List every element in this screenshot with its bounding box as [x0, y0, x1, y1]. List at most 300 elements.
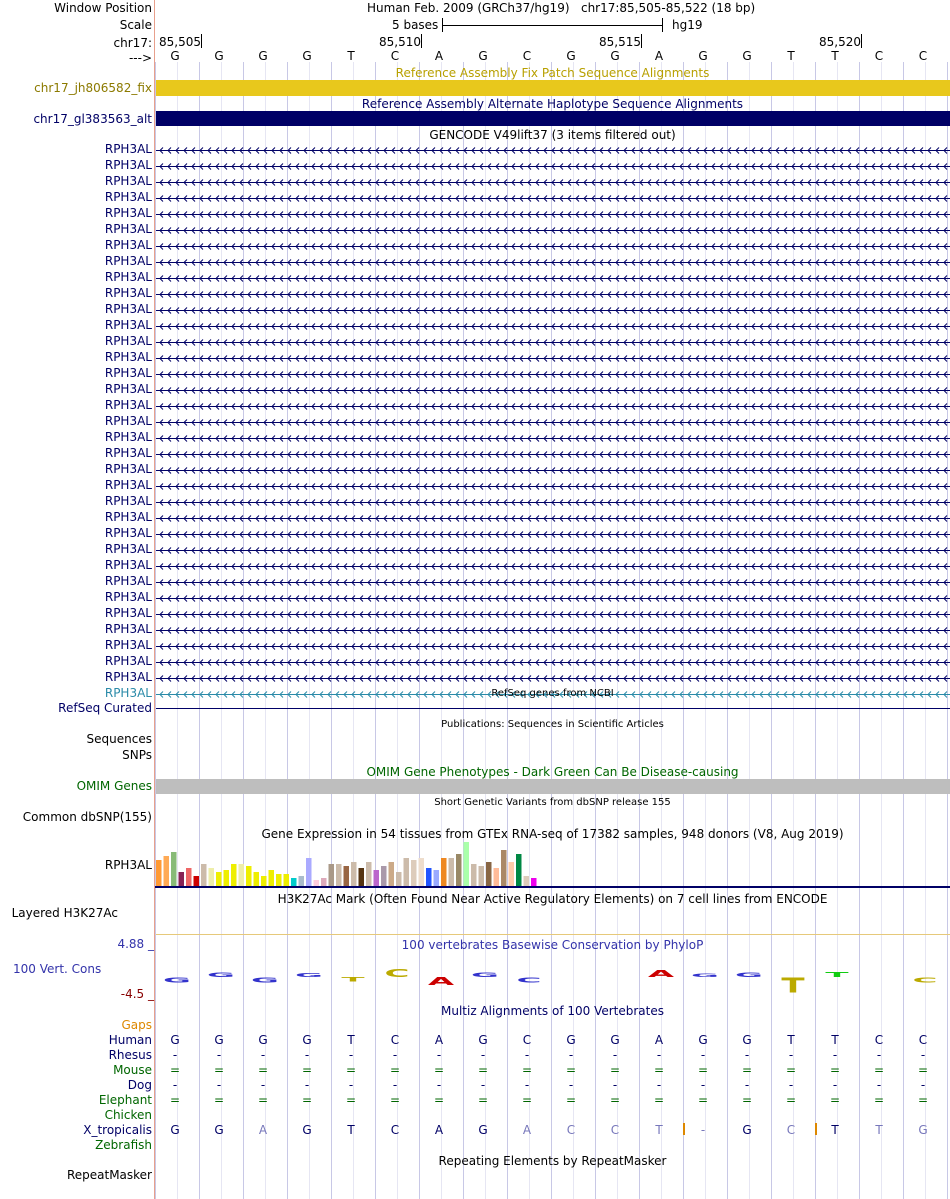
gtex-tissue-bar[interactable] [381, 866, 387, 886]
fix-patch-track-title[interactable]: Reference Assembly Fix Patch Sequence Alignments [395, 66, 710, 80]
gtex-tissue-bar[interactable] [194, 876, 200, 886]
gtex-tissue-bar[interactable] [291, 878, 297, 886]
multiz-base: G [742, 1123, 752, 1137]
scale-text: 5 bases [392, 18, 439, 32]
multiz-base: A [258, 1123, 268, 1137]
gencode-transcript-line[interactable] [156, 657, 950, 667]
gencode-transcript-label[interactable]: RPH3AL [104, 478, 152, 492]
multiz-base: = [741, 1093, 753, 1107]
reference-base: G [478, 49, 488, 63]
gtex-tissue-bar[interactable] [239, 864, 245, 886]
multiz-base: G [214, 1033, 224, 1047]
gencode-transcript-label[interactable]: RPH3AL [104, 526, 152, 540]
insertion-marker[interactable] [815, 1123, 817, 1135]
multiz-base: - [656, 1078, 662, 1092]
gencode-transcript-label[interactable]: RPH3AL [104, 590, 152, 604]
multiz-base: - [700, 1123, 706, 1137]
gencode-transcript-line[interactable] [156, 417, 950, 427]
omim-phenotype-bar[interactable] [156, 779, 950, 794]
conservation-max-label: 4.88 _ [117, 937, 154, 951]
conservation-logo-letter[interactable]: T [781, 973, 805, 995]
insertion-marker[interactable] [683, 1123, 685, 1135]
gencode-transcript-label[interactable]: RPH3AL [104, 158, 152, 172]
conservation-logo-letter[interactable]: T [825, 970, 849, 979]
gencode-transcript-line[interactable] [156, 577, 950, 587]
multiz-base: - [832, 1048, 838, 1062]
conservation-logo-letter[interactable]: G [691, 973, 719, 978]
multiz-base: - [480, 1048, 486, 1062]
multiz-base: = [917, 1093, 929, 1107]
gtex-tissue-bar[interactable] [411, 860, 417, 886]
gtex-tissue-bar[interactable] [524, 876, 530, 886]
conservation-logo-letter[interactable]: G [295, 972, 323, 979]
gencode-transcript-line[interactable] [156, 145, 950, 155]
chrom-label: chr17: [113, 36, 152, 50]
gtex-tissue-bar[interactable] [441, 858, 447, 886]
reference-base: A [654, 49, 664, 63]
publications-track-label-line2[interactable]: SNPs [122, 748, 152, 762]
gencode-transcript-line[interactable] [156, 593, 950, 603]
scale-bar [443, 25, 662, 26]
repeatmasker-track-title[interactable]: Repeating Elements by RepeatMasker [438, 1154, 667, 1168]
multiz-base: G [170, 1123, 180, 1137]
gencode-transcript-label[interactable]: RPH3AL [104, 398, 152, 412]
alt-haplotype-track-title[interactable]: Reference Assembly Alternate Haplotype Sequence Alignments [361, 97, 744, 111]
gtex-tissue-bar[interactable] [366, 862, 372, 886]
multiz-species-label[interactable]: Dog [127, 1078, 152, 1092]
gtex-tissue-bar[interactable] [426, 868, 432, 886]
multiz-base: = [389, 1063, 401, 1077]
gtex-tissue-bar[interactable] [254, 872, 260, 886]
conservation-logo-letter[interactable]: C [384, 967, 410, 980]
multiz-base: = [301, 1093, 313, 1107]
multiz-species-label[interactable]: Rhesus [108, 1048, 152, 1062]
multiz-base: A [654, 1033, 664, 1047]
gencode-transcript-line[interactable] [156, 225, 950, 235]
ruler-tick-mark [641, 34, 642, 48]
multiz-base: - [392, 1048, 398, 1062]
multiz-base: = [565, 1063, 577, 1077]
gtex-tissue-bar[interactable] [471, 864, 477, 886]
gencode-transcript-label[interactable]: RPH3AL [104, 462, 152, 476]
repeatmasker-track-label[interactable]: RepeatMasker [66, 1168, 152, 1182]
multiz-base: - [744, 1078, 750, 1092]
multiz-base: = [653, 1093, 665, 1107]
gtex-tissue-bar[interactable] [321, 878, 327, 886]
gencode-transcript-label[interactable]: RPH3AL [104, 638, 152, 652]
multiz-base: C [390, 1123, 400, 1137]
gencode-transcript-line[interactable] [156, 305, 950, 315]
gtex-tissue-bar[interactable] [171, 852, 177, 886]
multiz-base: - [348, 1048, 354, 1062]
gtex-tissue-bar[interactable] [464, 842, 470, 886]
gtex-tissue-bar[interactable] [374, 870, 380, 886]
dbsnp-track-title[interactable]: Short Genetic Variants from dbSNP release 155 [434, 797, 671, 808]
multiz-base: = [433, 1063, 445, 1077]
gencode-transcript-line[interactable] [156, 321, 950, 331]
multiz-base: - [876, 1048, 882, 1062]
gtex-tissue-bar[interactable] [501, 850, 507, 886]
multiz-base: = [345, 1093, 357, 1107]
multiz-base: G [170, 1033, 180, 1047]
gencode-transcript-line[interactable] [156, 497, 950, 507]
ruler-tick-mark [861, 34, 862, 48]
multiz-base: G [478, 1033, 488, 1047]
multiz-base: G [566, 1033, 576, 1047]
gtex-tissue-bar[interactable] [479, 866, 485, 886]
multiz-base: G [742, 1033, 752, 1047]
reference-base: G [566, 49, 576, 63]
gtex-tissue-bar[interactable] [494, 868, 500, 886]
multiz-base: G [918, 1123, 928, 1137]
multiz-base: = [785, 1093, 797, 1107]
multiz-base: - [788, 1048, 794, 1062]
gencode-track-title[interactable]: GENCODE V49lift37 (3 items filtered out) [429, 128, 676, 142]
gtex-tissue-bar[interactable] [314, 880, 320, 886]
multiz-base: T [875, 1123, 883, 1137]
reference-base: G [742, 49, 752, 63]
refseq-track-label[interactable]: RefSeq Curated [58, 701, 152, 715]
omim-track-label[interactable]: OMIM Genes [76, 779, 152, 793]
multiz-base: - [260, 1078, 266, 1092]
gencode-transcript-label[interactable]: RPH3AL [104, 542, 152, 556]
gtex-tissue-bar[interactable] [336, 864, 342, 886]
multiz-base: = [477, 1093, 489, 1107]
gencode-transcript-line[interactable] [156, 273, 950, 283]
conservation-logo-letter[interactable]: C [912, 975, 938, 985]
multiz-base: T [787, 1033, 795, 1047]
multiz-base: - [920, 1078, 926, 1092]
conservation-track-title[interactable]: 100 vertebrates Basewise Conservation by PhyloP [401, 938, 704, 952]
conservation-logo-letter[interactable]: G [163, 975, 191, 985]
gtex-tissue-bar[interactable] [179, 872, 185, 886]
multiz-track-title[interactable]: Multiz Alignments of 100 Vertebrates [440, 1004, 665, 1018]
multiz-base: G [302, 1123, 312, 1137]
gencode-transcript-line[interactable] [156, 177, 950, 187]
gtex-tissue-bar[interactable] [434, 870, 440, 886]
gencode-transcript-line[interactable] [156, 481, 950, 491]
multiz-base: = [785, 1063, 797, 1077]
multiz-base: C [918, 1033, 928, 1047]
multiz-base: = [521, 1063, 533, 1077]
conservation-logo-letter[interactable]: T [341, 975, 365, 983]
multiz-base: = [213, 1063, 225, 1077]
multiz-base: - [216, 1078, 222, 1092]
refseq-gene-line[interactable] [156, 708, 950, 709]
multiz-base: - [172, 1048, 178, 1062]
scale-label: Scale [119, 18, 152, 32]
multiz-base: - [304, 1078, 310, 1092]
fix-patch-alignment-bar[interactable] [156, 80, 950, 96]
gencode-transcript-label[interactable]: RPH3AL [104, 574, 152, 588]
reference-base: G [170, 49, 180, 63]
reference-base: T [347, 49, 355, 63]
reference-base: T [831, 49, 839, 63]
gencode-transcript-label[interactable]: RPH3AL [104, 606, 152, 620]
gencode-transcript-line[interactable] [156, 289, 950, 299]
dbsnp-track-label[interactable]: Common dbSNP(155) [22, 810, 152, 824]
multiz-base: G [214, 1123, 224, 1137]
multiz-base: = [477, 1063, 489, 1077]
multiz-base: C [390, 1033, 400, 1047]
multiz-species-label[interactable]: Zebrafish [95, 1138, 152, 1152]
gencode-transcript-line[interactable] [156, 545, 950, 555]
multiz-base: - [920, 1048, 926, 1062]
conservation-min-label: -4.5 _ [120, 987, 154, 1001]
gencode-transcript-line[interactable] [156, 385, 950, 395]
multiz-base: C [786, 1123, 796, 1137]
multiz-base: G [610, 1033, 620, 1047]
multiz-base: = [169, 1093, 181, 1107]
reference-base: T [787, 49, 795, 63]
gencode-transcript-label[interactable]: RPH3AL [104, 430, 152, 444]
gtex-tissue-bar[interactable] [261, 876, 267, 886]
label-column-divider [154, 0, 155, 1199]
gencode-transcript-line[interactable] [156, 353, 950, 363]
multiz-base: G [258, 1033, 268, 1047]
multiz-base: A [522, 1123, 532, 1137]
multiz-base: G [698, 1033, 708, 1047]
multiz-base: T [831, 1123, 839, 1137]
gtex-tissue-bar[interactable] [344, 866, 350, 886]
gencode-transcript-line[interactable] [156, 513, 950, 523]
gencode-transcript-line[interactable] [156, 641, 950, 651]
multiz-base: - [568, 1048, 574, 1062]
multiz-base: C [610, 1123, 620, 1137]
multiz-base: = [169, 1063, 181, 1077]
gtex-tissue-bar[interactable] [404, 858, 410, 886]
multiz-species-label[interactable]: Mouse [113, 1063, 152, 1077]
fix-patch-track-label[interactable]: chr17_jh806582_fix [34, 81, 152, 95]
gtex-tissue-bar[interactable] [359, 868, 365, 886]
reference-base: C [390, 49, 400, 63]
h3k27ac-track-title[interactable]: H3K27Ac Mark (Often Found Near Active Regulatory Elements) on 7 cell lines from ENCODE [277, 892, 828, 906]
multiz-gaps-label[interactable]: Gaps [121, 1018, 152, 1032]
reference-base: A [434, 49, 444, 63]
conservation-logo-chart[interactable] [155, 955, 950, 995]
gencode-transcript-label[interactable]: RPH3AL [104, 286, 152, 300]
gencode-transcript-line[interactable] [156, 529, 950, 539]
refseq-track-title[interactable]: RefSeq genes from NCBI [491, 688, 614, 699]
reference-base: C [918, 49, 928, 63]
reference-base: C [874, 49, 884, 63]
reference-base: G [214, 49, 224, 63]
multiz-base: T [831, 1033, 839, 1047]
conservation-track-label[interactable]: 100 Vert. Cons [13, 962, 102, 976]
assembly-name: Human Feb. 2009 (GRCh37/hg19) [367, 1, 570, 15]
gencode-transcript-label[interactable]: RPH3AL [104, 190, 152, 204]
multiz-base: = [565, 1093, 577, 1107]
gencode-transcript-label[interactable]: RPH3AL [104, 334, 152, 348]
multiz-base: = [257, 1093, 269, 1107]
gencode-transcript-line[interactable] [156, 241, 950, 251]
gtex-tissue-bar[interactable] [231, 864, 237, 886]
multiz-base: = [653, 1063, 665, 1077]
multiz-base: = [609, 1093, 621, 1107]
multiz-base: - [436, 1078, 442, 1092]
gtex-tissue-bar[interactable] [299, 876, 305, 886]
window-position-label: Window Position [54, 1, 152, 15]
gtex-expression-chart[interactable] [155, 840, 950, 890]
multiz-species-label[interactable]: X_tropicalis [83, 1123, 152, 1137]
gencode-transcript-label[interactable]: RPH3AL [104, 254, 152, 268]
multiz-base: = [521, 1093, 533, 1107]
gtex-tissue-bar[interactable] [201, 864, 207, 886]
gencode-transcript-label[interactable]: RPH3AL [104, 414, 152, 428]
gencode-transcript-line[interactable] [156, 625, 950, 635]
omim-track-title[interactable]: OMIM Gene Phenotypes - Dark Green Can Be Disease-causing [366, 765, 739, 779]
conservation-logo-letter[interactable]: G [207, 971, 235, 979]
multiz-base: = [301, 1063, 313, 1077]
gtex-tissue-bar[interactable] [531, 878, 537, 886]
multiz-base: = [389, 1093, 401, 1107]
gencode-transcript-line[interactable] [156, 209, 950, 219]
gtex-tissue-bar[interactable] [456, 854, 462, 886]
multiz-base: = [609, 1063, 621, 1077]
multiz-base: = [697, 1063, 709, 1077]
gtex-tissue-bar[interactable] [269, 870, 275, 886]
multiz-base: = [257, 1063, 269, 1077]
reference-base: G [258, 49, 268, 63]
multiz-base: = [741, 1063, 753, 1077]
publications-track-label-line1[interactable]: Sequences [86, 732, 152, 746]
gencode-transcript-line[interactable] [156, 369, 950, 379]
gencode-transcript-label[interactable]: RPH3AL [104, 654, 152, 668]
gtex-tissue-bar[interactable] [224, 870, 230, 886]
gencode-transcript-line[interactable] [156, 449, 950, 459]
conservation-logo-letter[interactable]: G [251, 975, 279, 985]
gencode-transcript-line[interactable] [156, 257, 950, 267]
multiz-base: G [478, 1123, 488, 1137]
multiz-base: = [917, 1063, 929, 1077]
multiz-base: = [433, 1093, 445, 1107]
multiz-base: - [656, 1048, 662, 1062]
gtex-tissue-bar[interactable] [516, 854, 522, 886]
h3k27ac-track-label[interactable]: Layered H3K27Ac [11, 906, 118, 920]
gtex-tissue-bar[interactable] [396, 872, 402, 886]
gtex-tissue-bar[interactable] [186, 868, 192, 886]
strand-arrow-label[interactable]: ---> [128, 51, 152, 65]
gencode-transcript-label[interactable]: RPH3AL [104, 270, 152, 284]
ruler-tick-label: 85,515 [599, 35, 641, 49]
gencode-transcript-line[interactable] [156, 465, 950, 475]
gencode-transcript-label[interactable]: RPH3AL [104, 670, 152, 684]
reference-base: G [302, 49, 312, 63]
gencode-transcript-label[interactable]: RPH3AL [104, 222, 152, 236]
gencode-transcript-line[interactable] [156, 161, 950, 171]
multiz-base: - [348, 1078, 354, 1092]
gencode-transcript-label[interactable]: RPH3AL [104, 238, 152, 252]
scale-bar-left-cap [442, 18, 443, 32]
conservation-logo-letter[interactable]: C [516, 975, 542, 985]
gtex-tissue-bar[interactable] [156, 860, 162, 886]
multiz-base: C [522, 1033, 532, 1047]
gtex-tissue-bar[interactable] [509, 862, 515, 886]
gencode-transcript-label[interactable]: RPH3AL [104, 558, 152, 572]
reference-base: C [522, 49, 532, 63]
gencode-transcript-line[interactable] [156, 561, 950, 571]
gtex-tissue-bar[interactable] [216, 872, 222, 886]
gencode-transcript-label[interactable]: RPH3AL [104, 366, 152, 380]
scale-bar-right-cap [662, 18, 663, 32]
gencode-transcript-label[interactable]: RPH3AL [104, 174, 152, 188]
gencode-transcript-label[interactable]: RPH3AL [104, 446, 152, 460]
multiz-base: A [434, 1123, 444, 1137]
gencode-transcript-label[interactable]: RPH3AL [104, 382, 152, 396]
alt-haplotype-track-label[interactable]: chr17_gl383563_alt [33, 112, 152, 126]
gtex-tissue-bar[interactable] [284, 874, 290, 886]
gencode-transcript-label[interactable]: RPH3AL [104, 686, 152, 700]
multiz-base: - [524, 1048, 530, 1062]
gtex-tissue-bar[interactable] [209, 868, 215, 886]
gencode-transcript-label[interactable]: RPH3AL [104, 622, 152, 636]
gtex-tissue-bar[interactable] [246, 866, 252, 886]
multiz-base: - [788, 1078, 794, 1092]
gtex-tissue-bar[interactable] [486, 862, 492, 886]
gencode-transcript-label[interactable]: RPH3AL [104, 494, 152, 508]
gencode-transcript-line[interactable] [156, 433, 950, 443]
conservation-logo-letter[interactable]: A [427, 975, 455, 988]
multiz-base: - [832, 1078, 838, 1092]
multiz-base: - [172, 1078, 178, 1092]
multiz-base: - [876, 1078, 882, 1092]
gencode-transcript-line[interactable] [156, 673, 950, 683]
gtex-tissue-bar[interactable] [329, 864, 335, 886]
multiz-base: - [480, 1078, 486, 1092]
gencode-transcript-line[interactable] [156, 609, 950, 619]
gtex-tissue-bar[interactable] [449, 858, 455, 886]
multiz-base: - [304, 1048, 310, 1062]
gtex-track-title[interactable]: Gene Expression in 54 tissues from GTEx RNA-seq of 17382 samples, 948 donors (V8, Aug 2019) [261, 827, 844, 841]
gtex-tissue-bar[interactable] [419, 858, 425, 886]
gencode-transcript-line[interactable] [156, 193, 950, 203]
gencode-transcript-label[interactable]: RPH3AL [104, 206, 152, 220]
multiz-base: = [829, 1093, 841, 1107]
gtex-tissue-bar[interactable] [389, 862, 395, 886]
gencode-transcript-label[interactable]: RPH3AL [104, 142, 152, 156]
ruler-tick-label: 85,520 [819, 35, 861, 49]
alt-haplotype-alignment-bar[interactable] [156, 111, 950, 126]
gtex-baseline [155, 886, 950, 888]
gencode-transcript-label[interactable]: RPH3AL [104, 302, 152, 316]
multiz-species-label[interactable]: Chicken [104, 1108, 152, 1122]
multiz-species-label[interactable]: Human [108, 1033, 152, 1047]
multiz-base: - [524, 1078, 530, 1092]
gtex-tissue-bar[interactable] [306, 858, 312, 886]
conservation-logo-letter[interactable]: G [471, 971, 499, 979]
multiz-species-label[interactable]: Elephant [98, 1093, 152, 1107]
gtex-tissue-bar[interactable] [276, 874, 282, 886]
multiz-base: - [392, 1078, 398, 1092]
multiz-base: = [213, 1093, 225, 1107]
assembly-title [367, 1, 755, 15]
conservation-logo-letter[interactable]: G [735, 971, 763, 979]
gtex-tissue-bar[interactable] [351, 862, 357, 886]
gencode-transcript-line[interactable] [156, 401, 950, 411]
publications-track-title[interactable]: Publications: Sequences in Scientific Articles [441, 719, 664, 730]
multiz-base: A [434, 1033, 444, 1047]
gtex-track-label[interactable]: RPH3AL [104, 858, 152, 872]
multiz-base: = [345, 1063, 357, 1077]
conservation-logo-letter[interactable]: A [647, 968, 675, 980]
gtex-tissue-bar[interactable] [164, 856, 170, 886]
gencode-transcript-line[interactable] [156, 337, 950, 347]
gencode-transcript-label[interactable]: RPH3AL [104, 318, 152, 332]
gencode-transcript-label[interactable]: RPH3AL [104, 510, 152, 524]
multiz-base: - [216, 1048, 222, 1062]
position-text: chr17:85,505-85,522 (18 bp) [580, 1, 756, 15]
gencode-transcript-label[interactable]: RPH3AL [104, 350, 152, 364]
